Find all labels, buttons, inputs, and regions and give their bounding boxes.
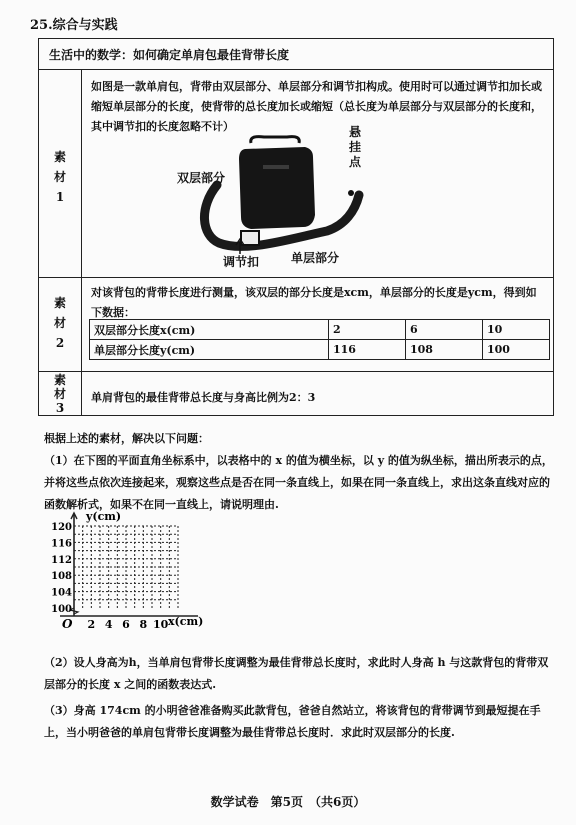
material3-text: 单肩背包的最佳背带总长度与身高比例为2：3 — [91, 391, 316, 404]
hang-point-dot — [348, 190, 354, 196]
material1-label-line: 1 — [55, 190, 65, 204]
material3-label-line: 3 — [55, 401, 65, 415]
table-cell: 6 — [406, 320, 483, 340]
x-tick-label: 10 — [153, 618, 169, 631]
grid — [74, 526, 178, 608]
y-tick-label: 116 — [51, 538, 72, 550]
material2-text: 对该背包的背带长度进行测量，该双层的部分长度是xcm，单层部分的长度是ycm，得到如下数据： — [91, 286, 537, 319]
question-1: （1）在下图的平面直角坐标系中，以表格中的 x 的值为横坐标，以 y 的值为纵坐标，描出所表示的点，并将这些点依次连接起来，观察这些点是否在同一条直线上，如果在同一条直线上，求出这条直线对应的函数解析式，如果不在同一直线上，请说明理由. — [44, 454, 553, 511]
y-tick-label: 112 — [51, 554, 72, 566]
table-cell: 108 — [406, 340, 483, 360]
single-layer-label: 单层部分 — [291, 251, 340, 265]
material2-label-line: 素 — [53, 296, 66, 310]
material1-label-line: 素 — [53, 150, 66, 164]
coordinate-grid-chart — [38, 510, 238, 635]
tick-labels — [51, 522, 169, 631]
x-axis-label: x(cm) — [168, 615, 204, 628]
question-2: （2）设人身高为h，当单肩包背带长度调整为最佳背带总长度时，求此时人身高 h 与这款背包的背带双层部分的长度 x 之间的函数表达式. — [44, 656, 549, 691]
handle — [251, 137, 299, 143]
divider — [39, 69, 553, 70]
materials-box — [38, 38, 554, 416]
page-footer: 数学试卷 第5页 （共6页） — [210, 795, 366, 809]
origin-label: O — [62, 617, 73, 631]
box-header: 生活中的数学：如何确定单肩包最佳背带长度 — [49, 48, 290, 62]
x-tick-label: 4 — [104, 618, 113, 631]
table-cell: 2 — [329, 320, 406, 340]
table-cell: 10 — [483, 320, 550, 340]
table-row — [90, 320, 550, 340]
bag-body — [239, 147, 315, 229]
material2-label — [39, 293, 81, 353]
zipper — [263, 165, 289, 169]
material2-label-line: 材 — [53, 316, 66, 330]
hang-point-char: 悬 — [349, 125, 362, 139]
material1-label — [39, 147, 81, 207]
material1-label-line: 材 — [53, 170, 66, 184]
intro-text: 根据上述的素材，解决以下问题： — [44, 432, 209, 445]
material3-label — [39, 371, 81, 415]
double-layer-label: 双层部分 — [177, 171, 226, 185]
table-cell: 双层部分长度x(cm) — [90, 320, 329, 340]
hang-point-char: 点 — [349, 155, 362, 169]
axes — [60, 513, 198, 616]
material3-label-line: 素 — [53, 373, 66, 387]
question-3: （3）身高 174cm 的小明爸爸准备购买此款背包，爸爸自然站立，将该背包的背带调节到最短提在手上，当小明爸爸的单肩包背带长度调整为最佳背带总长度时．求此时双层部分的长度. — [44, 704, 541, 739]
y-tick-label: 120 — [51, 522, 72, 533]
y-tick-label: 104 — [51, 587, 72, 599]
material3-label-line: 材 — [53, 387, 66, 401]
divider — [39, 277, 553, 278]
column-divider — [81, 69, 82, 415]
hang-point-label — [349, 125, 361, 170]
x-tick-label: 6 — [122, 618, 130, 631]
y-axis-label: y(cm) — [86, 510, 122, 523]
x-tick-label: 8 — [139, 618, 148, 631]
table-cell: 100 — [483, 340, 550, 360]
buckle-arrow — [235, 238, 245, 254]
x-tick-label: 2 — [87, 618, 96, 631]
y-tick-label: 108 — [51, 571, 72, 583]
measurement-table — [89, 319, 550, 360]
y-tick-label: 100 — [51, 604, 72, 615]
buckle-label: 调节扣 — [223, 255, 260, 269]
material2-label-line: 2 — [55, 336, 65, 350]
table-cell: 单层部分长度y(cm) — [90, 340, 329, 360]
table-cell: 116 — [329, 340, 406, 360]
divider — [39, 371, 553, 372]
question-title: 25.综合与实践 — [30, 18, 118, 33]
table-row — [90, 340, 550, 360]
material1-text: 如图是一款单肩包，背带由双层部分、单层部分和调节扣构成。使用时可以通过调节扣加长或缩短单层部分的长度，使背带的总长度加长或缩短（总长度为单层部分与双层部分的长度和，其中调节扣的长度忽略不计） — [91, 80, 542, 133]
hang-point-char: 挂 — [349, 140, 362, 154]
